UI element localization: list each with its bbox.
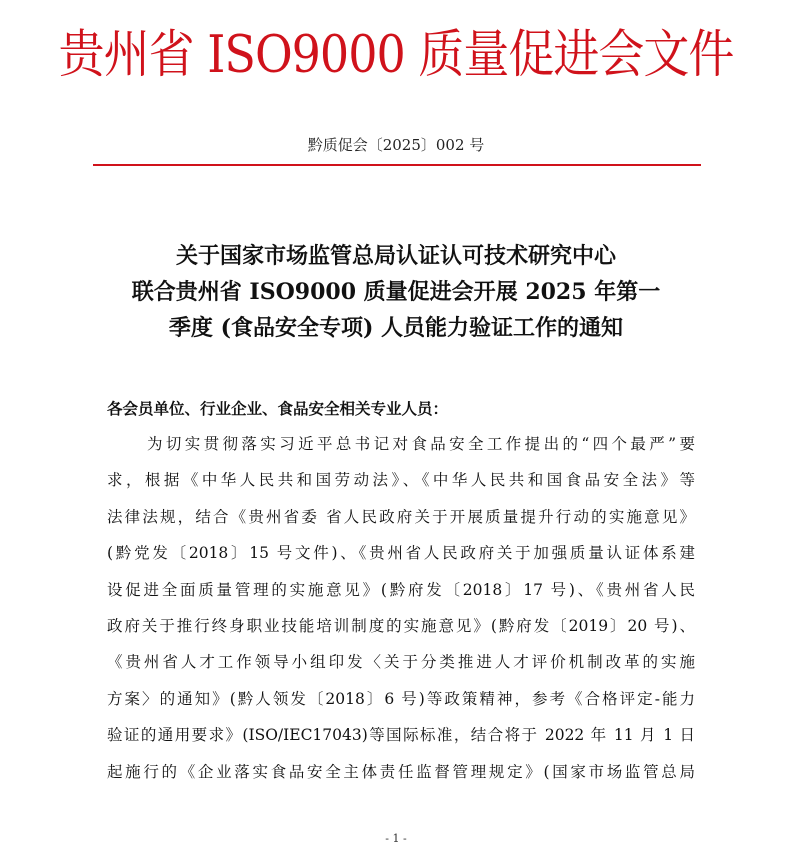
body-line: 《贵州省人才工作领导小组印发〈关于分类推进人才评价机制改革的实施 (107, 653, 695, 672)
body-line: (黔党发〔2018〕15 号文件)、《贵州省人民政府关于加强质量认证体系建 (107, 544, 695, 563)
salutation: 各会员单位、行业企业、食品安全相关专业人员： (107, 399, 449, 418)
document-header-title: 贵州省 ISO9000 质量促进会文件 (58, 24, 734, 85)
notice-title (80, 238, 712, 346)
page-number: - 1 - (385, 832, 407, 845)
body-line: 方案〉的通知》(黔人领发〔2018〕6 号)等政策精神，参考《合格评定-能力 (107, 689, 695, 708)
red-header-rule (93, 164, 701, 166)
title-line: 联合贵州省 ISO9000 质量促进会开展 2025 年第一 (131, 279, 661, 305)
body-line: 求，根据《中华人民共和国劳动法》、《中华人民共和国食品安全法》等 (107, 471, 695, 490)
title-line: 关于国家市场监管总局认证认可技术研究中心 (175, 243, 616, 269)
title-line: 季度 (食品安全专项) 人员能力验证工作的通知 (168, 315, 624, 341)
body-line: 验证的通用要求》(ISO/IEC17043)等国际标准，结合将于 2022 年 11 月 1 日 (107, 726, 695, 745)
body-line: 设促进全面质量管理的实施意见》(黔府发〔2018〕17 号)、《贵州省人民 (107, 580, 695, 599)
body-line: 法律法规，结合《贵州省委 省人民政府关于开展质量提升行动的实施意见》 (107, 507, 695, 526)
body-line: 起施行的《企业落实食品安全主体责任监督管理规定》(国家市场监管总局 (107, 762, 695, 781)
body-line: 为切实贯彻落实习近平总书记对食品安全工作提出的“四个最严”要 (147, 435, 695, 453)
body-paragraph (107, 432, 695, 796)
body-line: 政府关于推行终身职业技能培训制度的实施意见》(黔府发〔2019〕20 号)、 (107, 616, 695, 635)
document-number: 黔质促会〔2025〕002 号 (307, 136, 485, 154)
